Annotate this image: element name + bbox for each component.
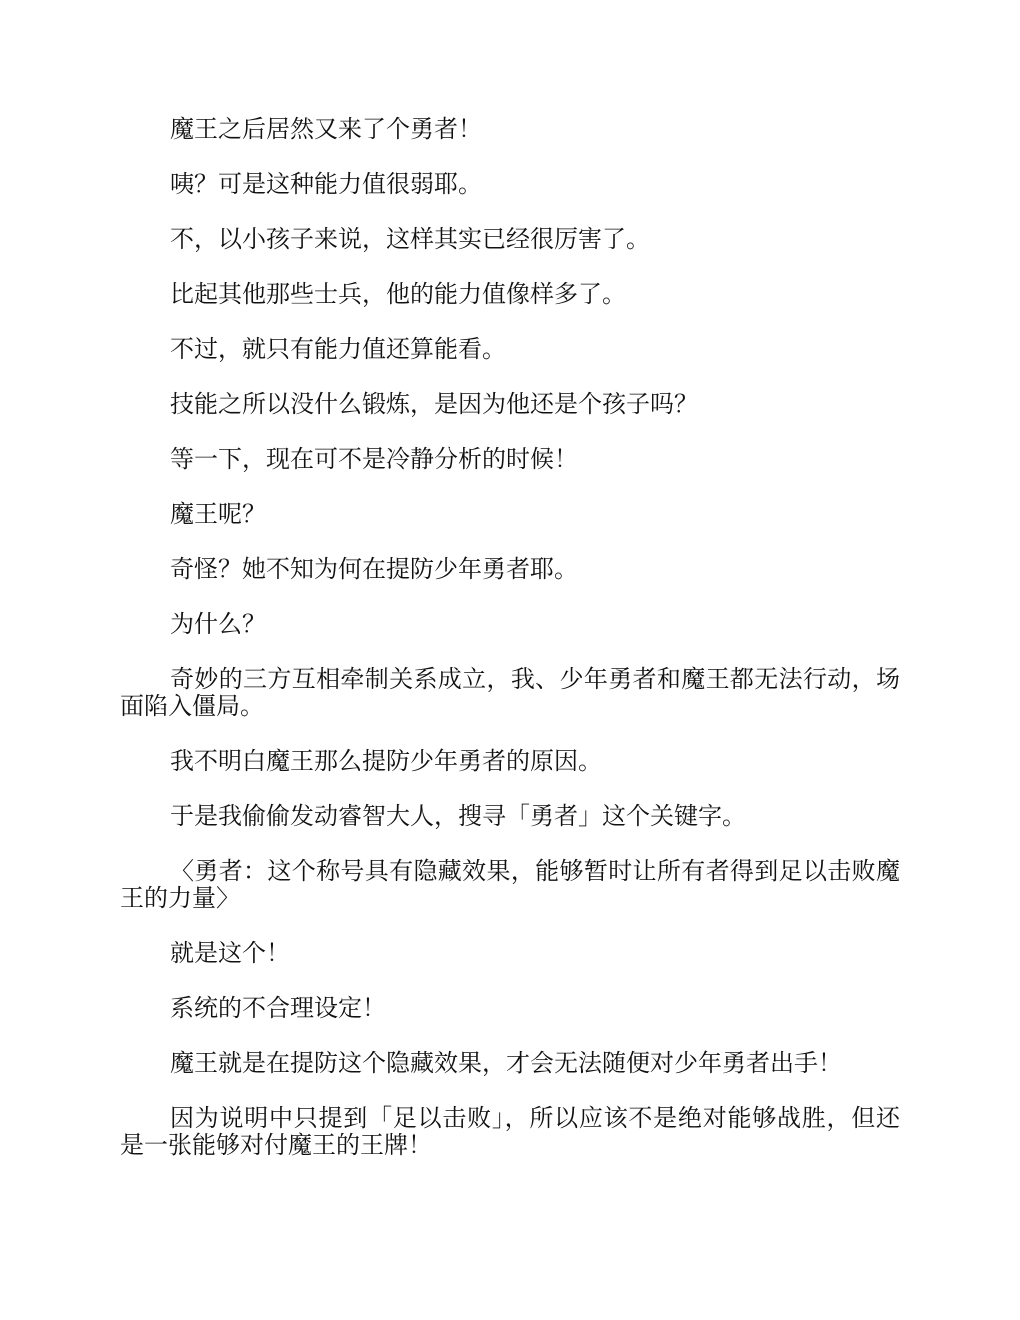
paragraph-11: 奇妙的三方互相牵制关系成立，我、少年勇者和魔王都无法行动，场面陷入僵局。 bbox=[120, 665, 900, 720]
paragraph-3: 不，以小孩子来说，这样其实已经很厉害了。 bbox=[170, 225, 650, 253]
paragraph-8: 魔王呢？ bbox=[170, 500, 266, 528]
paragraph-16: 系统的不合理设定！ bbox=[170, 994, 386, 1022]
paragraph-17: 魔王就是在提防这个隐藏效果，才会无法随便对少年勇者出手！ bbox=[170, 1049, 842, 1077]
paragraph-6: 技能之所以没什么锻炼，是因为他还是个孩子吗？ bbox=[170, 390, 698, 418]
paragraph-4: 比起其他那些士兵，他的能力值像样多了。 bbox=[170, 280, 626, 308]
paragraph-14: 〈勇者：这个称号具有隐藏效果，能够暂时让所有者得到足以击败魔王的力量〉 bbox=[120, 857, 900, 912]
paragraph-15: 就是这个！ bbox=[170, 939, 290, 967]
paragraph-18: 因为说明中只提到「足以击败」，所以应该不是绝对能够战胜，但还是一张能够对付魔王的王牌！ bbox=[120, 1104, 900, 1159]
paragraph-7: 等一下，现在可不是冷静分析的时候！ bbox=[170, 445, 578, 473]
paragraph-10: 为什么？ bbox=[170, 610, 266, 638]
paragraph-13: 于是我偷偷发动睿智大人，搜寻「勇者」这个关键字。 bbox=[170, 802, 746, 830]
paragraph-2: 咦？可是这种能力值很弱耶。 bbox=[170, 170, 482, 198]
document-body bbox=[120, 116, 900, 1187]
paragraph-12: 我不明白魔王那么提防少年勇者的原因。 bbox=[170, 747, 602, 775]
paragraph-1: 魔王之后居然又来了个勇者！ bbox=[170, 115, 482, 143]
paragraph-5: 不过，就只有能力值还算能看。 bbox=[170, 335, 506, 363]
paragraph-9: 奇怪？她不知为何在提防少年勇者耶。 bbox=[170, 555, 578, 583]
